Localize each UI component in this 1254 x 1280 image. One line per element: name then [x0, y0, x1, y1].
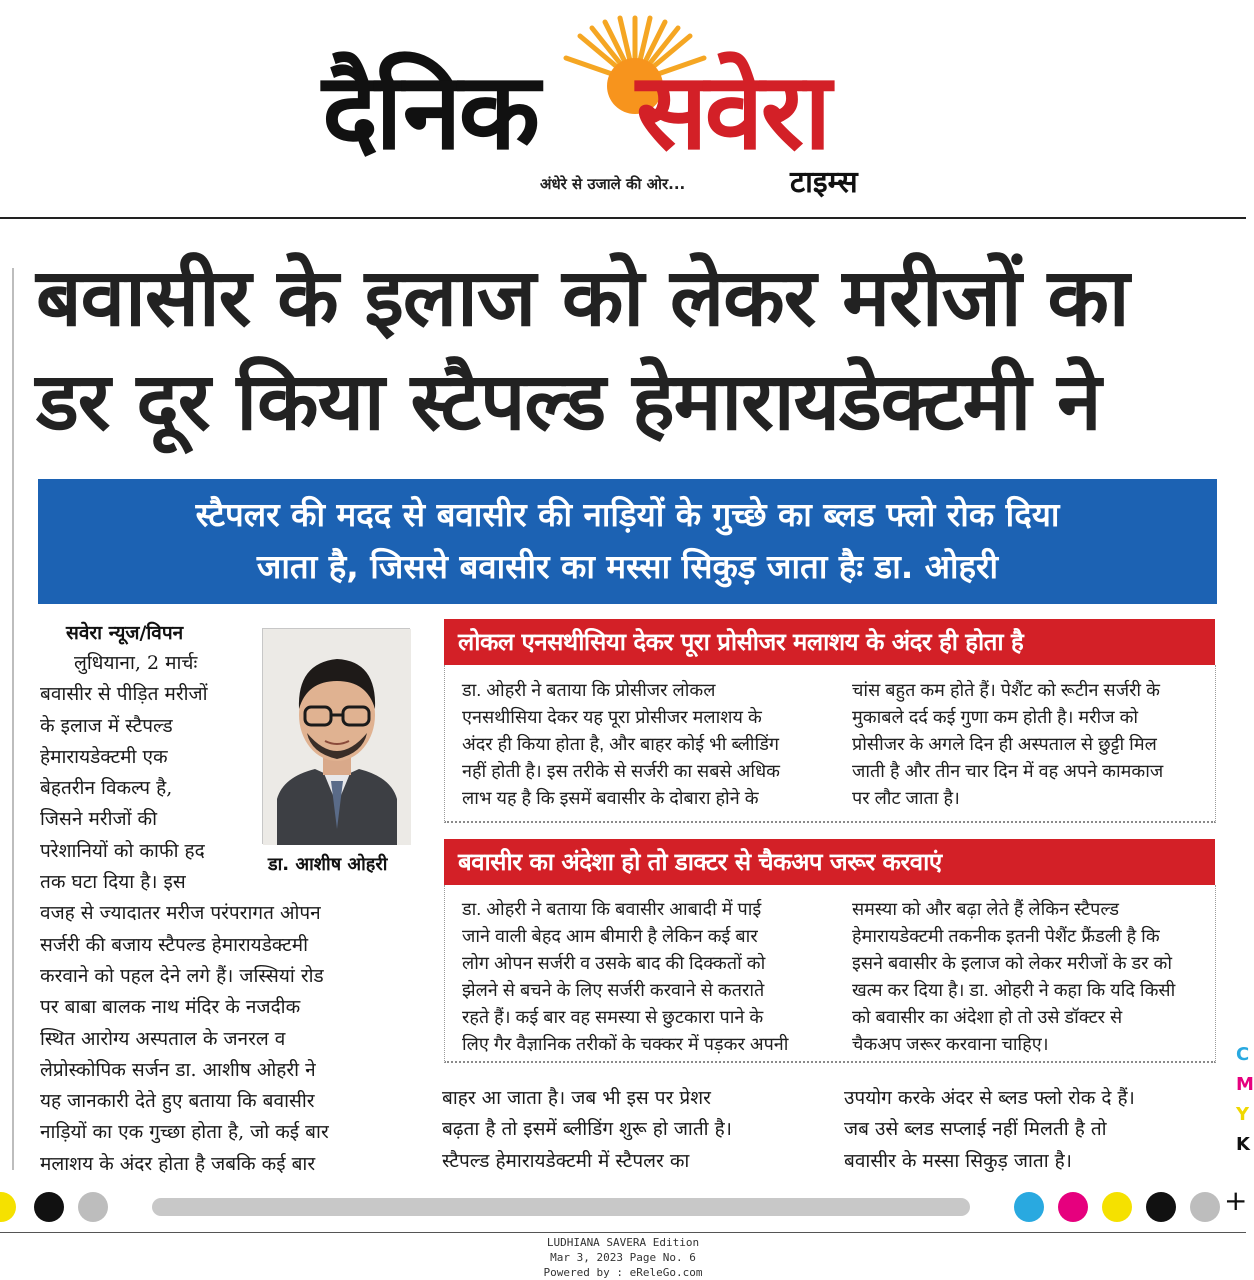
strap-line-2: जाता है, जिससे बवासीर का मस्सा सिकुड़ जाता हैः डा. ओहरी [256, 547, 999, 586]
text-line: लाभ यह है कि इसमें बवासीर के दोबारा होने के [462, 788, 759, 808]
text-line: उपयोग करके अंदर से ब्लड फ्लो रोक दे हैं। [844, 1087, 1135, 1109]
lede-line: लेप्रोस्कोपिक सर्जन डा. आशीष ओहरी ने [40, 1058, 316, 1081]
footer [0, 1235, 1246, 1280]
text-line: पर लौट जाता है। [852, 788, 960, 808]
text-line: चैकअप जरूर करवाना चाहिए। [852, 1034, 1049, 1054]
portrait-icon [263, 629, 411, 845]
registration-dot-grey [78, 1192, 108, 1222]
lede-line: स्थित आरोग्य अस्पताल के जनरल व [40, 1027, 286, 1050]
text-line: एनसथीसिया देकर यह पूरा प्रोसीजर मलाशय के [462, 707, 762, 727]
text-line: चांस बहुत कम होते हैं। पेशैंट को रूटीन सर्जरी के [852, 680, 1160, 700]
text-line: प्रोसीजर के अगले दिन ही अस्पताल से छुट्टी मिल [852, 734, 1157, 754]
doctor-photo [262, 628, 410, 844]
text-line: अंदर ही किया होता है, और बाहर कोई भी ब्लीडिंग [462, 734, 780, 754]
masthead-tagline: अंधेरे से उजाले की ओर... [540, 175, 686, 193]
edge-letter-m: M [1236, 1074, 1254, 1095]
headline [36, 246, 1226, 454]
registration-dot-grey-2 [1190, 1192, 1220, 1222]
subheadline-strap [38, 479, 1217, 604]
footer-divider [0, 1232, 1246, 1233]
lede-line: बवासीर से पीड़ित मरीजों [40, 683, 208, 706]
text-line: लिए गैर वैज्ञानिक तरीकों के चक्कर में पड़कर अपनी [462, 1034, 789, 1054]
logo-text-dainik: दैनिक [322, 50, 537, 173]
byline: सवेरा न्यूज/विपन [66, 622, 184, 644]
logo-text-savera: सवेरा [636, 50, 829, 173]
lede-line: हेमारायडेक्टमी एक [40, 745, 168, 768]
registration-dot-black [34, 1192, 64, 1222]
text-line: स्टैपल्ड हेमारायडेक्टमी में स्टैपलर का [442, 1149, 690, 1172]
text-line: समस्या को और बढ़ा लेते हैं लेकिन स्टैपल्ड [852, 899, 1120, 919]
text-line: नहीं होती है। इस तरीके से सर्जरी का सबसे अधिक [462, 761, 780, 781]
bottom-column-1 [442, 1083, 732, 1177]
lede-line: मलाशय के अंदर होता है जबकि कई बार [40, 1152, 316, 1175]
text-line: बवासीर के मस्सा सिकुड़ जाता है। [844, 1149, 1072, 1172]
section1-column-1 [462, 677, 780, 812]
headline-line-1: बवासीर के इलाज को लेकर मरीजों का [36, 251, 1129, 344]
text-line: डा. ओहरी ने बताया कि प्रोसीजर लोकल [462, 680, 716, 700]
section2-column-1 [462, 896, 788, 1058]
registration-dot-yellow [0, 1192, 16, 1222]
text-line: जाती है और तीन चार दिन में वह अपने कामकाज [852, 761, 1164, 781]
edge-letter-k: K [1236, 1134, 1250, 1155]
section1-column-2 [852, 677, 1163, 812]
text-line: जब उसे ब्लड सप्लाई नहीं मिलती है तो [844, 1118, 1107, 1141]
lede-line: यह जानकारी देते हुए बताया कि बवासीर [40, 1090, 315, 1113]
section2-column-2 [852, 896, 1175, 1058]
lede-line: जिसने मरीजों की [40, 808, 158, 831]
headline-line-2: डर दूर किया स्टैपल्ड हेमारायडेक्टमी ने [36, 355, 1101, 448]
bottom-column-2 [844, 1083, 1135, 1177]
edge-letter-y: Y [1236, 1104, 1250, 1125]
text-line: इसने बवासीर के इलाज को लेकर मरीजों के डर को [852, 953, 1173, 973]
text-line: को बवासीर का अंदेशा हो तो उसे डॉक्टर से [852, 1007, 1123, 1027]
text-line: बढ़ता है तो इसमें ब्लीडिंग शुरू हो जाती है। [442, 1118, 732, 1141]
masthead [0, 0, 1246, 218]
lede-line: परेशानियों को काफी हद [40, 839, 205, 862]
text-line: झेलने से बचने के लिए सर्जरी करवाने से कतराते [462, 980, 765, 1000]
strap-line-1: स्टैपलर की मदद से बवासीर की नाड़ियों के गुच्छे का ब्लड फ्लो रोक दिया [195, 495, 1060, 534]
page-edge-line [12, 268, 14, 1170]
lede-line: के इलाज में स्टैपल्ड [40, 714, 173, 737]
registration-crosshair-icon: + [1224, 1184, 1248, 1217]
text-line: खत्म कर दिया है। डा. ओहरी ने कहा कि यदि किसी [852, 980, 1176, 1000]
text-line: लोग ओपन सर्जरी व उसके बाद की दिक्कतों को [462, 953, 766, 973]
registration-dot-magenta [1058, 1192, 1088, 1222]
text-line: बाहर आ जाता है। जब भी इस पर प्रेशर [442, 1087, 711, 1109]
text-line: जाने वाली बेहद आम बीमारी है लेकिन कई बार [462, 926, 758, 946]
lede-line: बेहतरीन विकल्प है, [40, 777, 173, 800]
registration-dot-cyan [1014, 1192, 1044, 1222]
footer-date-page: Mar 3, 2023 Page No. 6 [550, 1251, 696, 1264]
lede-line: लुधियाना, 2 मार्चः [74, 652, 198, 674]
lede-line: नाड़ियों का एक गुच्छा होता है, जो कई बार [40, 1121, 329, 1144]
lede-line: पर बाबा बालक नाथ मंदिर के नजदीक [40, 996, 301, 1019]
text-line: हेमारायडेक्टमी तकनीक इतनी पेशैंट फ्रैंडली है कि [852, 926, 1160, 946]
registration-dot-black-2 [1146, 1192, 1176, 1222]
print-registration-bar [0, 1184, 1248, 1224]
text-line: मुकाबले दर्द कई गुणा कम होती है। मरीज को [852, 707, 1139, 727]
edge-letter-c: C [1236, 1044, 1250, 1065]
footer-edition: LUDHIANA SAVERA Edition [546, 1236, 700, 1249]
photo-caption: डा. आशीष ओहरी [268, 854, 388, 875]
lede-line: तक घटा दिया है। इस [40, 871, 186, 894]
lede-line: सर्जरी की बजाय स्टैपल्ड हेमारायडेक्टमी [40, 933, 309, 956]
lede-line: करवाने को पहल देने लगे हैं। जस्सियां रोड [40, 964, 324, 987]
footer-powered-by: Powered by : eReleGo.com [543, 1266, 703, 1279]
masthead-divider [0, 217, 1246, 219]
registration-grey-strip [152, 1198, 970, 1216]
registration-dot-yellow-2 [1102, 1192, 1132, 1222]
section-heading-1: लोकल एनसथीसिया देकर पूरा प्रोसीजर मलाशय के अंदर ही होता है [444, 619, 1215, 665]
masthead-subbrand: टाइम्स [790, 165, 858, 200]
section-heading-2: बवासीर का अंदेशा हो तो डाक्टर से चैकअप जरूर करवाएं [444, 839, 1215, 885]
text-line: रहते हैं। कई बार वह समस्या से छुटकारा पाने के [462, 1007, 764, 1027]
text-line: डा. ओहरी ने बताया कि बवासीर आबादी में पाई [462, 899, 762, 919]
lede-line: वजह से ज्यादातर मरीज परंपरागत ओपन [40, 902, 321, 925]
